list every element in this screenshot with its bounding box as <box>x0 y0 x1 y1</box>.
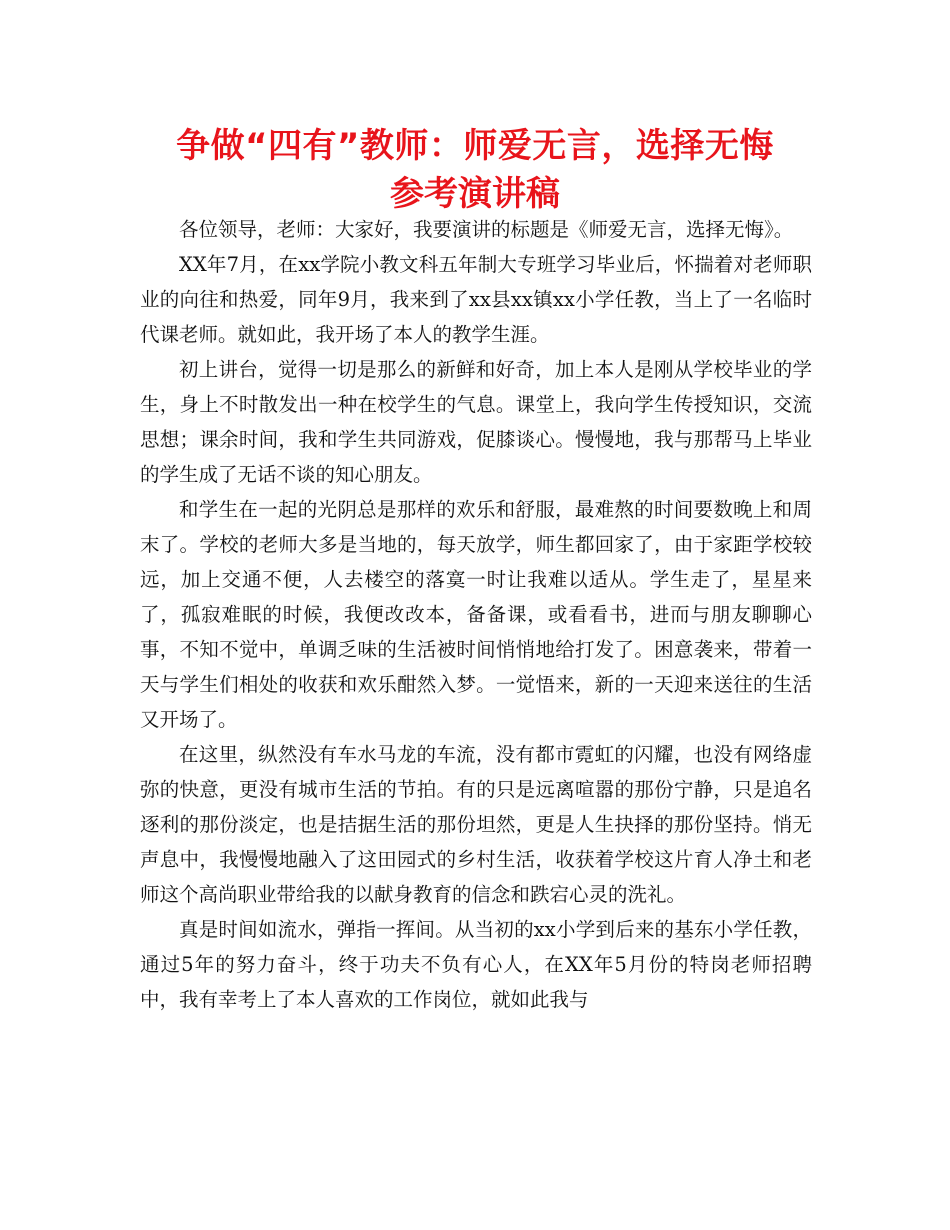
paragraph-graduation: XX年7月，在xx学院小教文科五年制大专班学习毕业后，怀揣着对老师职业的向往和热爱，同年9月，我来到了xx县xx镇xx小学任教，当上了一名临时代课老师。就如此，我开场了本人的教学生涯。 <box>140 253 812 346</box>
paragraph-career: 真是时间如流水，弹指一挥间。从当初的xx小学到后来的基东小学任教，通过5年的努力奋斗，终于功夫不负有心人，在XX年5月份的特岗老师招聘中，我有幸考上了本人喜欢的工作岗位，就如此我与 <box>140 918 812 1011</box>
document-title-line-1: 争做“四有”教师：师爱无言，选择无悔 <box>176 126 774 166</box>
document-body <box>140 212 812 1017</box>
document-title-line-2: 参考演讲稿 <box>390 174 560 214</box>
paragraph-evenings: 和学生在一起的光阴总是那样的欢乐和舒服，最难熬的时间要数晚上和周末了。学校的老师大多是当地的，每天放学，师生都回家了，由于家距学校较远，加上交通不便，人去楼空的落寞一时让我难以适从。学生走了，星星来了，孤寂难眠的时候，我便改改本，备备课，或看看书，进而与朋友聊聊心事，不知不觉中，单调乏味的生活被时间悄悄地给打发了。困意袭来，带着一天与学生们相处的收获和欢乐酣然入梦。一觉悟来，新的一天迎来送往的生活又开场了。 <box>140 498 812 731</box>
paragraph-greeting: 各位领导，老师：大家好，我要演讲的标题是《师爱无言，选择无悔》。 <box>179 218 794 241</box>
paragraph-first-teaching: 初上讲台，觉得一切是那么的新鲜和好奇，加上本人是刚从学校毕业的学生，身上不时散发出一种在校学生的气息。课堂上，我向学生传授知识，交流思想；课余时间，我和学生共同游戏，促膝谈心。慢慢地，我与那帮马上毕业的学生成了无话不谈的知心朋友。 <box>140 358 812 486</box>
paragraph-countryside: 在这里，纵然没有车水马龙的车流，没有都市霓虹的闪耀，也没有网络虚弥的快意，更没有城市生活的节拍。有的只是远离喧嚣的那份宁静，只是追名逐利的那份淡定，也是拮据生活的那份坦然，更是人生抉择的那份坚持。悄无声息中，我慢慢地融入了这田园式的乡村生活，收获着学校这片育人净土和老师这个高尚职业带给我的以献身教育的信念和跌宕心灵的洗礼。 <box>140 743 812 906</box>
